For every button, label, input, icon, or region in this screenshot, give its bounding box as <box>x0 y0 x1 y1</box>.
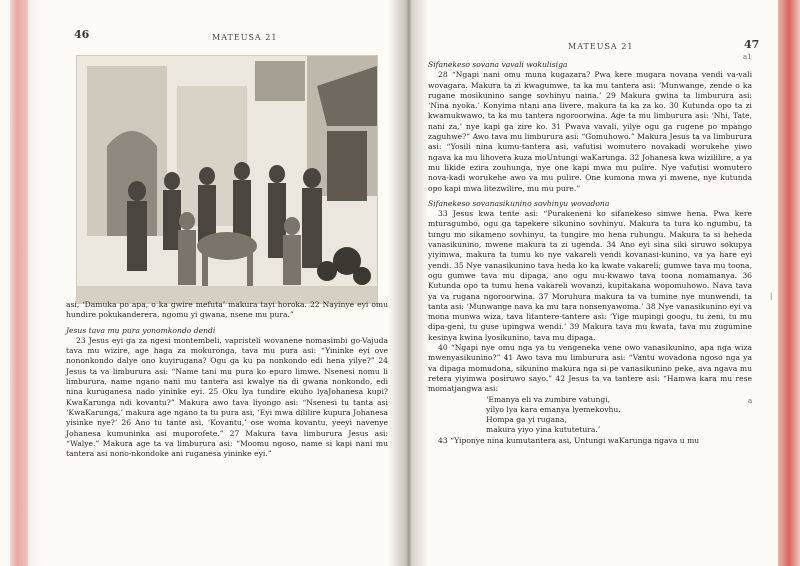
page-edge-left <box>10 0 28 566</box>
paragraph: asi, ‘Damuka po apa, o ka gwire mefuta’ makura tayi horoka. 22 Nayinye eyi omu hundire pokukanderera, ngomu yi gwana, nsene mu pura.” <box>66 300 388 320</box>
page-number: 46 <box>74 28 90 41</box>
page-number: 47 <box>744 38 760 51</box>
margin-mark: a <box>748 397 753 405</box>
left-page <box>44 0 388 566</box>
book-gutter <box>388 0 428 566</box>
page-edge-shadow <box>28 0 42 566</box>
paragraph: 33 Jesus kwa tente asi: “Purakeneni ko sifanekeso simwe hena. Pwa kere mturagumbo, ogu ga tapekere sikunino sovhinyu. Makura ta tura ko ngumbu, ta tungu mo sikameno sovhinyu, ta tungire mo hena ruhungu. Makura ta si heheda vanasikunino, mwene makura ta zi ugenda. 34 Ano eyi sina siki siruwo sokupya yiyimwa, makura ta tumu ko nye vakareli vendi kovanasi-kunino, va ya hare eyi yendi. 35 Nye vanasikunino tava heda ko ka kwate vakareli; gumwe tava mu toona, ogu gumwe tava mu dipaga, ano ogu mu-kwawo tava toona nomamanya. 36 Kutunda opo ta tumu hena vakareli wovanzi, kupitakana wopomuhowo. Nava tava ya va rugana ngoroorwina. 37 Moruhura makura ta va tumine nye munwendi, ta tanta asi: ‘Munwange nava ka mu tara nonsenyawoma.’ 38 Nye vanasikunino eyi va mona munwa wiza, tava litantere-tantere asi: ‘Yige mupingi googu, tu zeni, tu mu dipa-geni, tu guse upingwa wendi.’ 39 Makura tava mu kwata, tava mu zugumine kesinya kwina lyosikunino, tava mu dipaga. <box>428 209 752 342</box>
poem-line: makura yiyo yina kututetura.’ <box>486 425 601 435</box>
section-heading: Sifanekeso sovanasikunino sovhinyu wovadona <box>428 198 610 208</box>
paragraph: 40 “Ngapi nye omu nga ya tu vengeneka vene owo vanasikunino, apa nga wiza mwenyasikunino?” 41 Awo tava mu limburura asi: “Vantu wovadona ngoso nga ya va dipaga momudona, sikunino makura nga si pe vanasikunino peke, ava ngava mu retera yiyimwa posiruwo sayo.” 42 Jesus ta va tantere asi: “Hamwa kara mu rese momatjangwa asi: <box>428 343 752 394</box>
engraving-illustration <box>76 55 378 304</box>
margin-mark: | <box>770 292 773 300</box>
section-heading: Jesus tava mu pura yonomkondo dendi <box>66 325 216 335</box>
paragraph: 43 “Yiponye nina kumutantera asi, Untungi waKarunga ngava u mu <box>438 435 700 445</box>
running-head: MATEUSA 21 <box>212 33 278 42</box>
poem-line: yilyo lya kara emanya lyemekovhu. <box>486 404 621 414</box>
paragraph: 28 “Ngapi nani omu muna kugazara? Pwa kere mugara novana vendi va-vali wovagara. Makura ta zi kwagumwe, ta ka mu tantera asi: ‘Munwange, zende o ka rugane mosikunino sange sovhinyu naina.’ 29 Makura gwina ta limburura asi: ‘Nina nyoka.’ Konyima ntani ana livere, makura ta ka za ko. 30 Kutunda opo ta zi kwamukwawo, ta ka mu tantera ngoroorwina. Age ta mu limburura asi: ‘Nhi, Tate, nani za,’ nye kapi ga zire ko. 31 Pwava vavali, yilye ogu ga rugene po mpango zaguhwe?” Awo tava mu limburura asi: “Gomuhowo.” Makura Jesus ta va limburura asi: “Yosili nina kumu-tantera asi, vafutisi womutero novakadi worukehe yiwo ngava ka mu lihovera kuza moUntungi waKarunga. 32 Johanesa kwa wizililire, a ya mu likide ezira zouhunga, nye one kapi mwa mu pulire. Nye vafutisi womutero nova-kadi worukehe awo va mu pulire. One kumona mwa yi mwene, nye kutunda opo kapi mwa litezwilire, mu mu pure.” <box>428 70 752 193</box>
paragraph: 23 Jesus eyi ga za ngesi montembeli, vapristeli wovanene nomasimbi go-Vajuda tava mu wizire, age haga za mokuronga, tava mu pura asi: “Yininke eyi ove nononkondo dalye ono kuyirugana? Ogu ga ku pa nonkondo edi hena yilye?” 24 Jesus ta va limburura asi: “Name tani mu pura ko epuro limwe. Nsenesi nomu li limburura, name ngano nani mu tantera asi kwalye na di gwana nonkondo, edi nina kuruganesa nado yininke eyi. 25 Oku lya tundire ekuho lyaJohanesa kupi? KwaKarunga ndi kovantu?” Makura awo tava liyongo asi: “Nsenesi tu tanta asi ‘KwaKarunga,’ makura age ngano ta tu pura asi, ‘Eyi mwa dililire kupura Johanesa yisinke nye?’ 26 Ano tu tante asi, ‘Kovantu,’ ose woma kovantu, yeeyi navenye Johanesa kumuninka asi muporofete.” 27 Makura tava limburura Jesus asi: “Walye.” Makura age ta va limburura asi: “Moomu ngoso, name si kapi nani mu tantera asi nono-nkondoke ani ruganesa yininke eyi.” <box>66 335 388 459</box>
right-page <box>428 0 778 566</box>
poem-line: ‘Emanya eli va zumbire vatungi, <box>486 394 611 404</box>
right-page-text <box>428 60 752 446</box>
poem-line: Hompa ga yi rugana, <box>486 415 567 425</box>
running-head: MATEUSA 21 <box>568 42 634 51</box>
section-heading: Sifanekeso sovana vavali wokulisiga <box>428 60 568 69</box>
page-edge-right <box>778 0 800 566</box>
margin-mark: a1 <box>743 53 752 61</box>
left-page-text <box>66 300 388 459</box>
